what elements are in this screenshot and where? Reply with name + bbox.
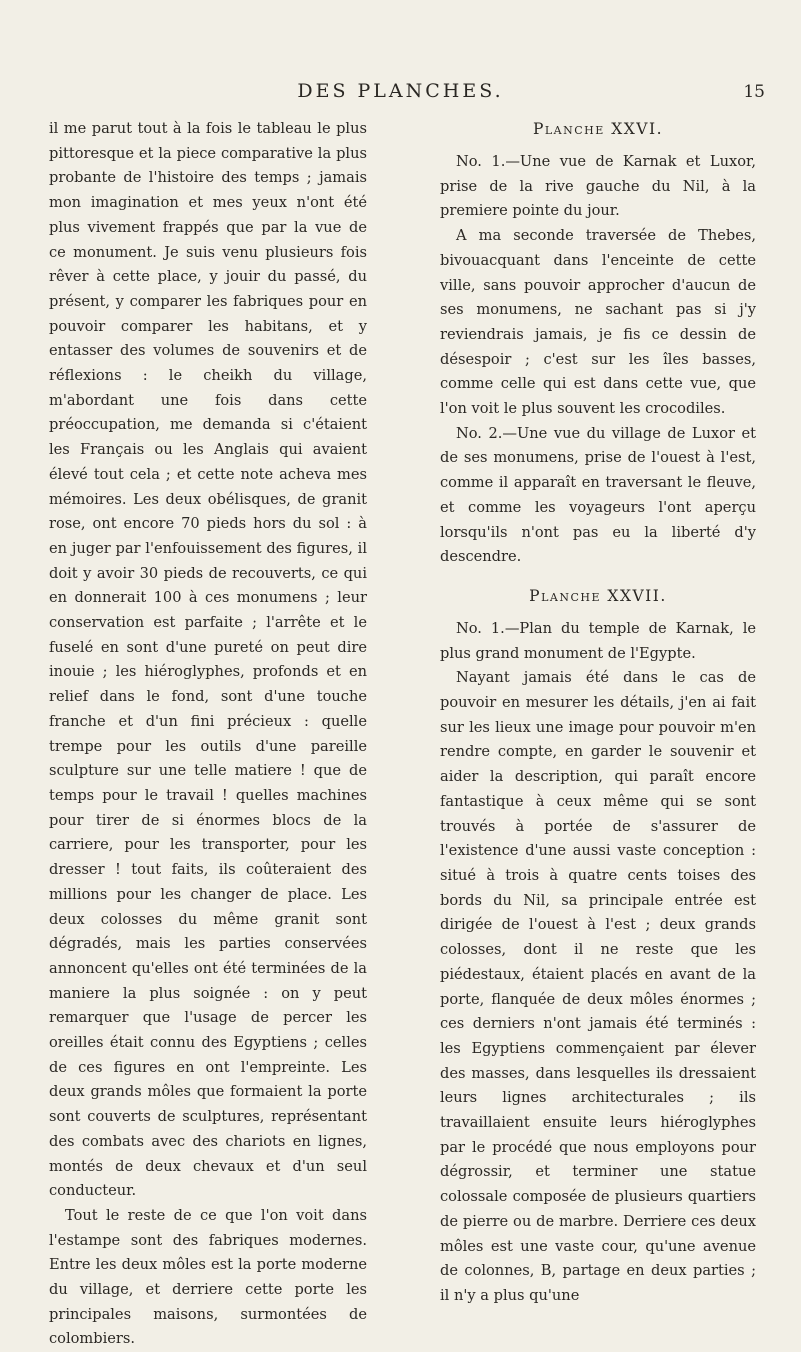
running-title: DES PLANCHES. — [297, 80, 504, 102]
plate-item: No. 1.—Une vue de Karnak et Luxor, prise de la rive gauche du Nil, à la premiere pointe du jour. — [440, 153, 756, 220]
plate-heading: Planche XXVII. — [529, 586, 667, 605]
paragraph: Nayant jamais été dans le cas de pouvoir en mesurer les détails, j'en ai fait sur les lieux une image pour pouvoir m'en rendre compte, en garder le souvenir et aider la description, qui paraît encore fantastique à ceux même qui se sont trouvés à portée de s'assurer de l'existence d'une aussi vaste conception : situé à trois à quatre cents toises des bords du Nil, sa principale entrée est dirigée de l'ouest à l'est ; deux grands colosses, dont il ne reste que les piédestaux, étaient placés en avant de la porte, flanquée de deux môles énormes ; ces derniers n'ont jamais été terminés : les Egyptiens commençaient par élever des masses, dans lesquelles ils dressaient leurs lignes architecturales ; ils travaillaient ensuite leurs hiéroglyphes par le procédé que nous employons pour dégrossir, et terminer une statue colossale composée de plusieurs quartiers de pierre ou de marbre. Derriere ces deux môles est une vaste cour, qu'une avenue de colonnes, B, partage en deux parties ; il n'y a plus qu'une — [440, 669, 756, 1304]
page-number: 15 — [743, 82, 765, 102]
right-column — [440, 117, 756, 1309]
left-column — [49, 117, 367, 1352]
paragraph: il me parut tout à la fois le tableau le plus pittoresque et la piece comparative la plus probante de l'histoire des temps ; jamais mon imagination et mes yeux n'ont été plus vivement frappés que par la vue de ce monument. Je suis venu plusieurs fois rêver à cette place, y jouir du passé, du présent, y comparer les fabriques pour en pouvoir comparer les habitans, et y entasser des volumes de souvenirs et de réflexions : le cheikh du village, m'abordant une fois dans cette préoccupation, me demanda si c'étaient les Français ou les Anglais qui avaient élevé tout cela ; et cette note acheva mes mémoires. Les deux obélisques, de granit rose, ont encore 70 pieds hors du sol : à en juger par l'enfouissement des figures, il doit y avoir 30 pieds de recouverts, ce qui en donnerait 100 à ces monumens ; leur conservation est parfaite ; l'arrête et le fuselé en sont d'une pureté on peut dire inouie ; les hiéroglyphes, profonds et en relief dans le fond, sont d'une touche franche et d'un fini précieux : quelle trempe pour les outils d'une pareille sculpture sur une telle matiere ! que de temps pour le travail ! quelles machines pour tirer de si énormes blocs de la carriere, pour les transporter, pour les dresser ! tout faits, ils coûteraient des millions pour les changer de place. Les deux colosses du même granit sont dégradés, mais les parties conservées annoncent qu'elles ont été terminées de la maniere la plus soignée : on y peut remarquer que l'usage de percer les oreilles était connu des Egyptiens ; celles de ces figures en ont l'empreinte. Les deux grands môles que formaient la porte sont couverts de sculptures, représentant des combats avec des chariots en lignes, montés de deux chevaux et d'un seul conducteur. — [49, 120, 367, 1200]
paragraph: A ma seconde traversée de Thebes, bivouacquant dans l'enceinte de cette ville, sans pouvoir approcher d'aucun de ses monumens, ne sachant pas si j'y reviendrais jamais, je fis ce dessin de désespoir ; c'est sur les îles basses, comme celle qui est dans cette vue, que l'on voit le plus souvent les crocodiles. — [440, 227, 756, 418]
plate-item: No. 1.—Plan du temple de Karnak, le plus grand monument de l'Egypte. — [440, 619, 756, 662]
paragraph: Tout le reste de ce que l'on voit dans l'estampe sont des fabriques modernes. Entre les deux môles est la porte moderne du village, et derriere cette porte les principales maisons, surmontées de colombiers. — [49, 1206, 367, 1348]
plate-heading: Planche XXVI. — [532, 120, 664, 138]
plate-item: No. 2.—Une vue du village de Luxor et de ses monumens, prise de l'ouest à l'est, comme il apparaît en traversant le fleuve, et comme les voyageurs l'ont aperçu lorsqu'ils n'ont pas eu la liberté d'y descendre. — [440, 424, 756, 566]
